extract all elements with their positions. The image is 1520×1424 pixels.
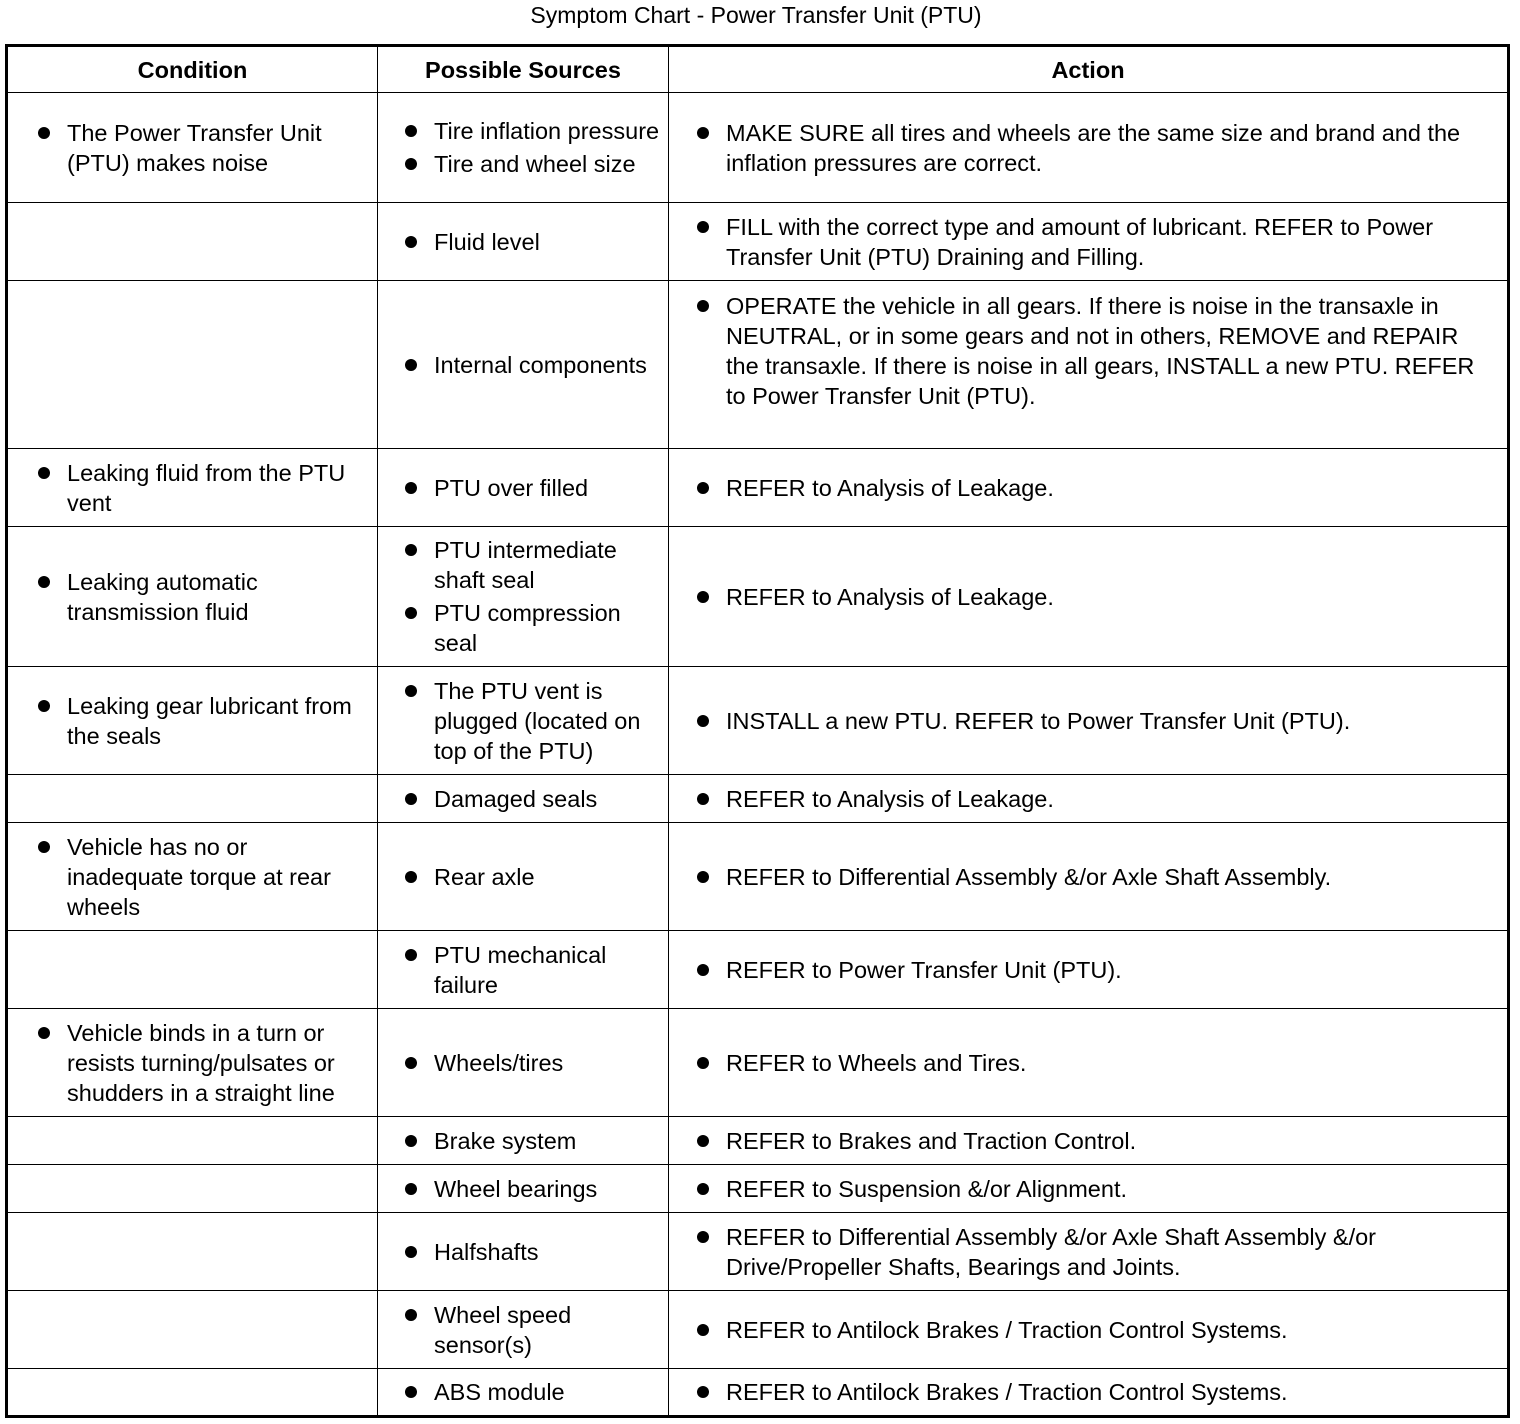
table-row: [7, 449, 1509, 527]
action-cell: [669, 1213, 1509, 1291]
source-text: Rear axle: [434, 863, 535, 890]
action-cell: [669, 931, 1509, 1009]
table-row: [7, 1165, 1509, 1213]
bullet-icon: [697, 1183, 709, 1195]
bullet-icon: [697, 1057, 709, 1069]
condition-text: Leaking fluid from the PTU vent: [67, 459, 346, 516]
bullet-icon: [405, 1135, 417, 1147]
possible-sources-cell: [378, 1165, 669, 1213]
bullet-icon: [405, 1057, 417, 1069]
bullet-icon: [697, 871, 709, 883]
action-text: MAKE SURE all tires and wheels are the same size and brand and the inflation pressures are correct.: [726, 119, 1461, 176]
bullet-icon: [697, 300, 709, 312]
source-text: Wheel speed sensor(s): [434, 1301, 572, 1358]
source-text: Fluid level: [434, 228, 540, 255]
bullet-icon: [697, 591, 709, 603]
condition-cell: [7, 203, 378, 281]
condition-cell: [7, 1165, 378, 1213]
symptom-chart-table: [5, 44, 1510, 1418]
source-text: Wheel bearings: [434, 1175, 598, 1202]
condition-cell: [7, 93, 378, 203]
action-cell: [669, 93, 1509, 203]
table-row: [7, 775, 1509, 823]
bullet-icon: [697, 964, 709, 976]
header-condition: Condition: [7, 46, 378, 93]
condition-text: Vehicle has no or inadequate torque at rear wheels: [67, 833, 331, 920]
action-text: REFER to Wheels and Tires.: [726, 1049, 1027, 1076]
bullet-icon: [405, 793, 417, 805]
condition-cell: [7, 1117, 378, 1165]
action-text: FILL with the correct type and amount of lubricant. REFER to Power Transfer Unit (PTU) Draining and Filling.: [726, 213, 1434, 270]
source-text: Halfshafts: [434, 1238, 539, 1265]
table-row: [7, 527, 1509, 667]
action-cell: [669, 203, 1509, 281]
bullet-icon: [38, 700, 50, 712]
source-text: ABS module: [434, 1379, 565, 1405]
bullet-icon: [405, 482, 417, 494]
action-cell: [669, 281, 1509, 449]
table-row: [7, 1291, 1509, 1369]
source-text: Tire inflation pressure: [434, 118, 660, 144]
possible-sources-cell: [378, 1369, 669, 1417]
condition-text: Leaking gear lubricant from the seals: [67, 692, 352, 749]
table-row: [7, 1117, 1509, 1165]
bullet-icon: [405, 158, 417, 170]
source-text: The PTU vent is plugged (located on top of the PTU): [434, 677, 641, 764]
source-text: PTU compression seal: [434, 600, 621, 656]
source-text: PTU over filled: [434, 474, 589, 501]
bullet-icon: [697, 715, 709, 727]
bullet-icon: [405, 1386, 417, 1398]
bullet-icon: [405, 871, 417, 883]
bullet-icon: [697, 793, 709, 805]
possible-sources-cell: [378, 1009, 669, 1117]
possible-sources-cell: [378, 1117, 669, 1165]
source-text: PTU mechanical failure: [434, 941, 607, 998]
bullet-icon: [697, 221, 709, 233]
condition-cell: [7, 527, 378, 667]
condition-cell: [7, 1291, 378, 1369]
table-row: [7, 1009, 1509, 1117]
action-text: REFER to Differential Assembly &/or Axle Shaft Assembly.: [726, 863, 1332, 890]
possible-sources-cell: [378, 775, 669, 823]
table-row: [7, 281, 1509, 449]
bullet-icon: [38, 576, 50, 588]
action-text: REFER to Antilock Brakes / Traction Control Systems.: [726, 1316, 1288, 1343]
possible-sources-cell: [378, 1291, 669, 1369]
header-action: Action: [669, 46, 1509, 93]
action-text: REFER to Suspension &/or Alignment.: [726, 1175, 1128, 1202]
bullet-icon: [405, 544, 417, 556]
possible-sources-cell: [378, 449, 669, 527]
source-text: Damaged seals: [434, 785, 598, 812]
possible-sources-cell: [378, 667, 669, 775]
action-cell: [669, 449, 1509, 527]
action-cell: [669, 823, 1509, 931]
bullet-icon: [405, 236, 417, 248]
source-text: Tire and wheel size: [434, 151, 636, 177]
condition-cell: [7, 931, 378, 1009]
bullet-icon: [405, 685, 417, 697]
header-row: [7, 46, 1509, 93]
possible-sources-cell: [378, 823, 669, 931]
condition-cell: [7, 667, 378, 775]
source-text: PTU intermediate shaft seal: [434, 537, 617, 593]
possible-sources-cell: [378, 203, 669, 281]
bullet-icon: [405, 607, 417, 619]
table-row: [7, 1213, 1509, 1291]
condition-cell: [7, 1213, 378, 1291]
condition-cell: [7, 823, 378, 931]
action-cell: [669, 1165, 1509, 1213]
action-text: REFER to Analysis of Leakage.: [726, 583, 1054, 610]
possible-sources-cell: [378, 281, 669, 449]
condition-cell: [7, 1009, 378, 1117]
action-text: REFER to Brakes and Traction Control.: [726, 1127, 1137, 1154]
table-row: [7, 823, 1509, 931]
action-cell: [669, 775, 1509, 823]
bullet-icon: [38, 841, 50, 853]
bullet-icon: [405, 949, 417, 961]
action-cell: [669, 667, 1509, 775]
table-body: [7, 93, 1509, 1417]
bullet-icon: [697, 1386, 709, 1398]
action-text: REFER to Power Transfer Unit (PTU).: [726, 956, 1122, 983]
action-text: OPERATE the vehicle in all gears. If there is noise in the transaxle in NEUTRAL, or in some gears and not in others, REMOVE and REPAIR the transaxle. If there is noise in all gears, INSTALL a new PTU. REFER to Power Transfer Unit (PTU).: [726, 293, 1475, 409]
bullet-icon: [697, 1231, 709, 1243]
table-row: [7, 667, 1509, 775]
action-text: REFER to Differential Assembly &/or Axle Shaft Assembly &/or Drive/Propeller Shafts, Bearings and Joints.: [726, 1223, 1376, 1280]
possible-sources-cell: [378, 931, 669, 1009]
chart-title: Symptom Chart - Power Transfer Unit (PTU): [530, 2, 982, 28]
condition-cell: [7, 1369, 378, 1417]
table-row: [7, 203, 1509, 281]
source-text: Internal components: [434, 351, 647, 378]
bullet-icon: [405, 1183, 417, 1195]
condition-text: Leaking automatic transmission fluid: [67, 568, 258, 625]
bullet-icon: [38, 467, 50, 479]
condition-cell: [7, 449, 378, 527]
bullet-icon: [697, 127, 709, 139]
action-text: REFER to Analysis of Leakage.: [726, 785, 1054, 812]
action-cell: [669, 1117, 1509, 1165]
bullet-icon: [697, 1324, 709, 1336]
condition-text: Vehicle binds in a turn or resists turning/pulsates or shudders in a straight line: [67, 1019, 335, 1106]
action-cell: [669, 527, 1509, 667]
table-row: [7, 931, 1509, 1009]
possible-sources-cell: [378, 1213, 669, 1291]
table-row: [7, 1369, 1509, 1417]
source-text: Wheels/tires: [434, 1049, 564, 1076]
action-text: REFER to Antilock Brakes / Traction Control Systems.: [726, 1379, 1288, 1405]
condition-text: The Power Transfer Unit (PTU) makes noise: [67, 119, 322, 176]
action-cell: [669, 1369, 1509, 1417]
bullet-icon: [405, 1309, 417, 1321]
possible-sources-cell: [378, 93, 669, 203]
bullet-icon: [697, 482, 709, 494]
action-text: REFER to Analysis of Leakage.: [726, 474, 1054, 501]
bullet-icon: [38, 1027, 50, 1039]
action-cell: [669, 1009, 1509, 1117]
bullet-icon: [405, 1246, 417, 1258]
action-text: INSTALL a new PTU. REFER to Power Transfer Unit (PTU).: [726, 707, 1351, 734]
action-cell: [669, 1291, 1509, 1369]
bullet-icon: [697, 1135, 709, 1147]
bullet-icon: [405, 125, 417, 137]
bullet-icon: [405, 359, 417, 371]
bullet-icon: [38, 127, 50, 139]
header-possible-sources: Possible Sources: [378, 46, 669, 93]
possible-sources-cell: [378, 527, 669, 667]
table-row: [7, 93, 1509, 203]
condition-cell: [7, 775, 378, 823]
source-text: Brake system: [434, 1127, 577, 1154]
condition-cell: [7, 281, 378, 449]
